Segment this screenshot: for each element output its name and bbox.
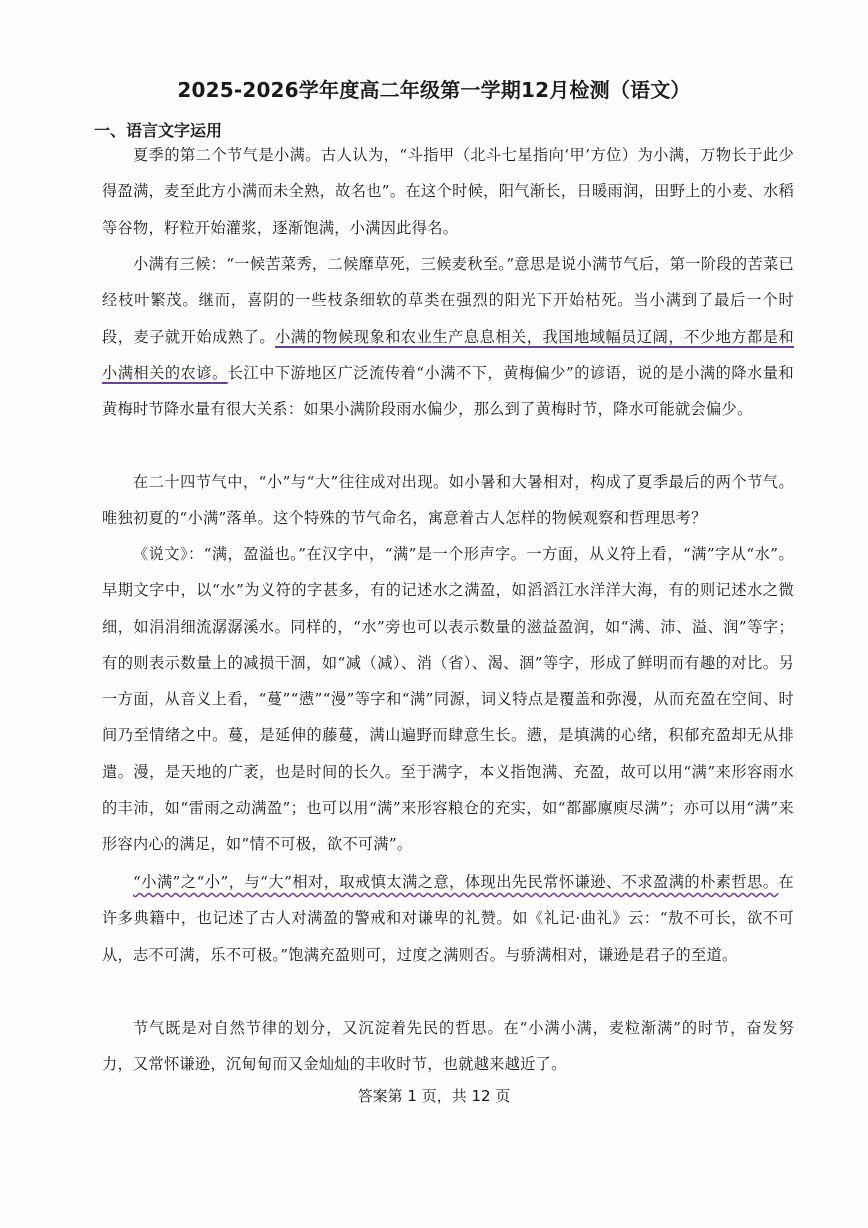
paragraph-5-text-b: 在许多典籍中，也记述了古人对满盈的警戒和对谦卑的礼赞。如《礼记·曲礼》云：“敖不可长，欲不可从，志不可满，乐不可极。”饱满充盈则可，过度之满则否。与骄满相对，谦逊是君子的至道。: [102, 873, 794, 964]
page-title: 2025-2026学年度高二年级第一学期12月检测（语文）: [177, 78, 691, 102]
paragraph-2-text-b: 长江中下游地区广泛流传着“小满不下，黄梅偏少”的谚语，说的是小满的降水量和黄梅时节降水量有很大关系：如果小满阶段雨水偏少，那么到了黄梅时节，降水可能就会偏少。: [102, 363, 794, 419]
page-footer: 答案第 1 页，共 12 页: [357, 1087, 511, 1105]
paragraph-5: [102, 864, 794, 973]
paragraph-3: 在二十四节气中，“小”与“大”往往成对出现。如小暑和大暑相对，构成了夏季最后的两个节气。唯独初夏的“小满”落单。这个特殊的节气命名，寓意着古人怎样的物候观察和哲理思考？: [102, 473, 794, 528]
paragraph-4: 《说文》：“满，盈溢也。”在汉字中，“满”是一个形声字。一方面，从义符上看，“满”字从“水”。早期文字中，以“水”为义符的字甚多，有的记述水之满盈，如滔滔江水洋洋大海，有的则记述水之微细，如涓涓细流潺潺溪水。同样的，“水”旁也可以表示数量的滋益盈润，如“满、沛、溢、润”等字；有的则表示数量上的减损干涸，如“减（减）、消（省）、渴、涸”等字，形成了鲜明而有趣的对比。另一方面，从音义上看，“蔓”“懑”“漫”等字和“满”同源，词义特点是覆盖和弥漫，从而充盈在空间、时间乃至情绪之中。蔓，是延伸的藤蔓，满山遍野而肆意生长。懑，是填满的心绪，积郁充盈却无从排遣。漫，是天地的广袤，也是时间的长久。至于满字，本义指饱满、充盈，故可以用“满”来形容雨水的丰沛，如“雷雨之动满盈”；也可以用“满”来形容粮仓的充实，如“都鄙廪庾尽满”；亦可以用“满”来形容内心的满足，如“情不可极，欲不可满”。: [102, 545, 794, 854]
underlined-sentence-2: “小满”之“小”，与“大”相对，取戒慎太满之意，体现出先民常怀谦逊、不求盈满的朴素哲思。: [133, 873, 779, 891]
paragraph-2: [102, 246, 794, 427]
paragraph-2-text-a: 小满有三候：“一候苦菜秀，二候靡草死，三候麦秋至。”意思是说小满节气后，第一阶段的苦菜已经枝叶繁茂。继而，喜阴的一些枝条细软的草类在强烈的阳光下开始枯死。当小满到了最后一个时段，麦子就开始成熟了。: [102, 255, 794, 346]
section-heading: 一、语言文字运用: [94, 121, 223, 140]
underlined-sentence-1: 小满的物候现象和农业生产息息相关，我国地域幅员辽阔，不少地方都是和小满相关的农谚。: [102, 327, 794, 382]
paragraph-6: 节气既是对自然节律的划分，又沉淀着先民的哲思。在“小满小满，麦粒渐满”的时节，奋发努力，又常怀谦逊，沉甸甸而又金灿灿的丰收时节，也就越来越近了。: [102, 1019, 794, 1074]
paragraph-1: 夏季的第二个节气是小满。古人认为，“斗指甲（北斗七星指向‘甲’方位）为小满，万物长于此少得盈满，麦至此方小满而未全熟，故名也”。在这个时候，阳气渐长，日暖雨润，田野上的小麦、水稻等谷物，籽粒开始灌浆，逐渐饱满，小满因此得名。: [102, 146, 794, 237]
